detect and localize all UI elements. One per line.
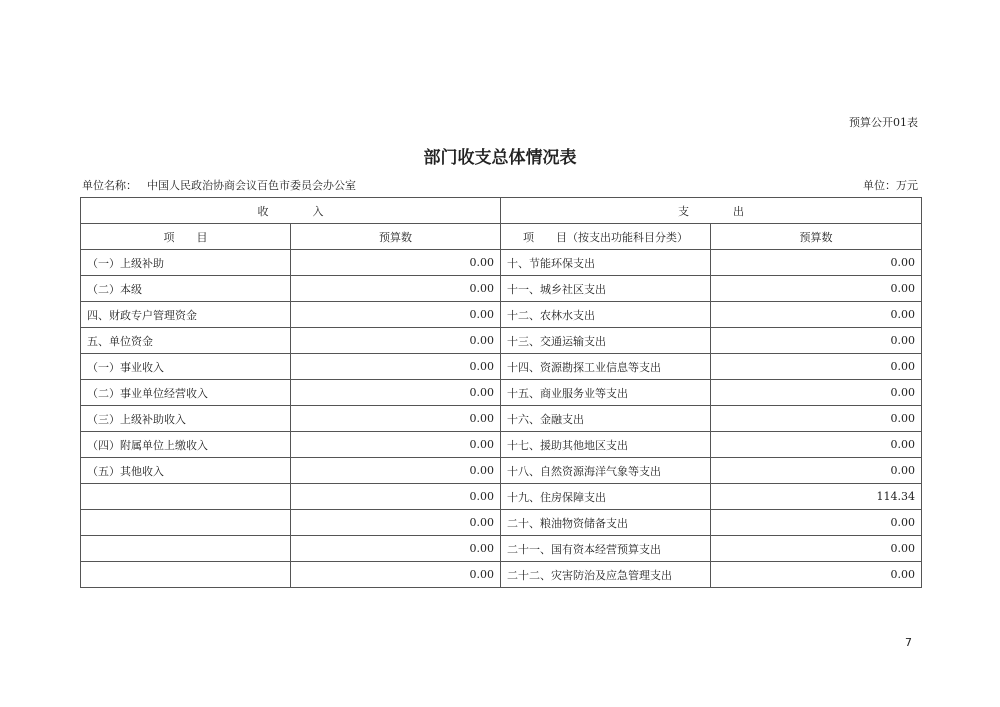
table-row <box>81 484 922 510</box>
expense-item: 二十一、国有资本经营预算支出 <box>501 536 711 562</box>
income-value: 0.00 <box>291 562 501 588</box>
table-row <box>81 562 922 588</box>
table-row <box>81 354 922 380</box>
page-number: 7 <box>905 636 912 649</box>
income-item: 四、财政专户管理资金 <box>81 302 291 328</box>
income-item: （五）其他收入 <box>81 458 291 484</box>
expense-item: 二十二、灾害防治及应急管理支出 <box>501 562 711 588</box>
expense-value: 0.00 <box>711 380 922 406</box>
income-value: 0.00 <box>291 458 501 484</box>
expense-item: 二十、粮油物资储备支出 <box>501 510 711 536</box>
income-value: 0.00 <box>291 536 501 562</box>
income-value: 0.00 <box>291 484 501 510</box>
income-item <box>81 562 291 588</box>
currency-unit: 单位：万元 <box>863 179 918 192</box>
expense-header: 支 出 <box>501 198 922 224</box>
income-item: （二）本级 <box>81 276 291 302</box>
income-item <box>81 510 291 536</box>
table-row <box>81 250 922 276</box>
expense-item: 十八、自然资源海洋气象等支出 <box>501 458 711 484</box>
expense-value: 0.00 <box>711 276 922 302</box>
expense-item: 十三、交通运输支出 <box>501 328 711 354</box>
income-item-header: 项 目 <box>81 224 291 250</box>
income-item: （二）事业单位经营收入 <box>81 380 291 406</box>
expense-budget-header: 预算数 <box>711 224 922 250</box>
expense-item: 十二、农林水支出 <box>501 302 711 328</box>
unit-name-line <box>82 177 366 193</box>
table-row <box>81 380 922 406</box>
income-item: （三）上级补助收入 <box>81 406 291 432</box>
income-item <box>81 484 291 510</box>
income-item: （四）附属单位上缴收入 <box>81 432 291 458</box>
expense-item: 十四、资源勘探工业信息等支出 <box>501 354 711 380</box>
table-row <box>81 328 922 354</box>
unit-name-label: 单位名称： <box>82 179 137 192</box>
income-budget-header: 预算数 <box>291 224 501 250</box>
income-item: （一）事业收入 <box>81 354 291 380</box>
income-value: 0.00 <box>291 406 501 432</box>
income-value: 0.00 <box>291 510 501 536</box>
table-group-header <box>81 198 922 224</box>
income-value: 0.00 <box>291 302 501 328</box>
table-row <box>81 458 922 484</box>
expense-item: 十七、援助其他地区支出 <box>501 432 711 458</box>
income-item: 五、单位资金 <box>81 328 291 354</box>
expense-value: 0.00 <box>711 458 922 484</box>
expense-value: 0.00 <box>711 354 922 380</box>
expense-value: 0.00 <box>711 328 922 354</box>
income-value: 0.00 <box>291 380 501 406</box>
table-row <box>81 536 922 562</box>
expense-value: 0.00 <box>711 562 922 588</box>
expense-item: 十五、商业服务业等支出 <box>501 380 711 406</box>
expense-value: 0.00 <box>711 510 922 536</box>
income-item <box>81 536 291 562</box>
expense-value: 0.00 <box>711 406 922 432</box>
table-column-header <box>81 224 922 250</box>
table-row <box>81 432 922 458</box>
income-value: 0.00 <box>291 328 501 354</box>
expense-item: 十九、住房保障支出 <box>501 484 711 510</box>
table-row <box>81 406 922 432</box>
expense-value: 114.34 <box>711 484 922 510</box>
page-title: 部门收支总体情况表 <box>423 148 577 168</box>
income-value: 0.00 <box>291 432 501 458</box>
table-row <box>81 510 922 536</box>
expense-value: 0.00 <box>711 250 922 276</box>
budget-table <box>80 197 922 588</box>
expense-item: 十一、城乡社区支出 <box>501 276 711 302</box>
income-value: 0.00 <box>291 250 501 276</box>
income-header: 收 入 <box>81 198 501 224</box>
expense-item: 十、节能环保支出 <box>501 250 711 276</box>
table-row <box>81 302 922 328</box>
expense-item: 十六、金融支出 <box>501 406 711 432</box>
expense-value: 0.00 <box>711 432 922 458</box>
expense-value: 0.00 <box>711 302 922 328</box>
income-value: 0.00 <box>291 276 501 302</box>
table-row <box>81 276 922 302</box>
expense-value: 0.00 <box>711 536 922 562</box>
unit-name: 中国人民政治协商会议百色市委员会办公室 <box>147 179 356 192</box>
income-value: 0.00 <box>291 354 501 380</box>
income-item: （一）上级补助 <box>81 250 291 276</box>
expense-item-header: 项 目（按支出功能科目分类） <box>501 224 711 250</box>
form-code: 预算公开01表 <box>849 116 918 129</box>
